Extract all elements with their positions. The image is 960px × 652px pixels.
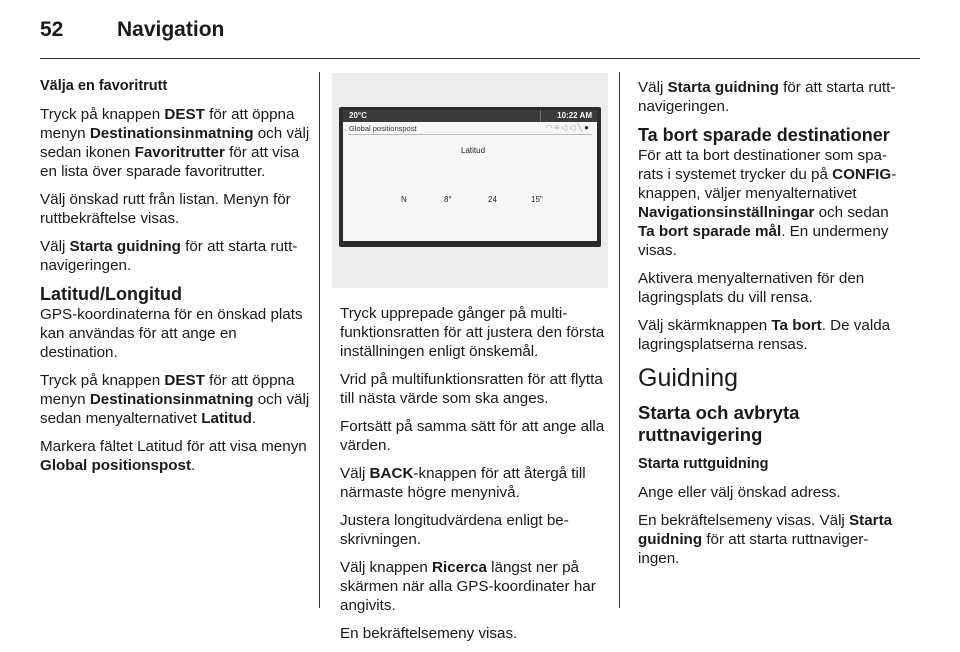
status-icons xyxy=(545,123,591,132)
clock: 10:22 AM xyxy=(557,111,592,120)
signal-icon: ≡ xyxy=(554,123,562,132)
paragraph: Vrid på multifunktionsratten för att flytta till nästa värde som ska anges. xyxy=(340,371,603,407)
subheading-favorite-route: Välja en favoritrutt xyxy=(40,78,168,94)
infotainment-screenshot xyxy=(332,73,608,288)
screen-separator xyxy=(348,134,592,135)
latitude-label: Latitud xyxy=(461,146,486,155)
coordinate-degrees[interactable]: 8° xyxy=(444,195,452,204)
heading-delete-destinations: Ta bort sparade destinationer xyxy=(638,125,890,145)
paragraph: Välj skärmknappen Ta bort. De valda lagringsplatserna rensas. xyxy=(638,317,891,353)
paragraph: Tryck upprepade gånger på multifunktionsratten för att justera den första inställningen enligt önskemål. xyxy=(340,305,605,360)
screen-title: Global positionspost xyxy=(349,124,417,133)
paragraph: Tryck på knappen DEST för att öppna menyn Destinationsinmatning och välj sedan menyalternativet Latitud. xyxy=(40,372,310,427)
bluetooth-icon: ● xyxy=(584,123,591,132)
column-3 xyxy=(638,78,904,577)
page-title: Navigation xyxy=(117,18,225,41)
heading-guidance: Guidning xyxy=(638,364,739,392)
status-bar xyxy=(343,110,597,122)
paragraph: Välj önskad rutt från listan. Menyn för ruttbekräftelse visas. xyxy=(40,191,291,227)
heading-latitude-longitude: Latitud/Longitud xyxy=(40,284,182,304)
paragraph: Välj Starta guidning för att starta ruttnavigeringen. xyxy=(638,79,896,115)
paragraph: Aktivera menyalternativen för den lagringsplats du vill rensa. xyxy=(638,270,865,306)
column-2 xyxy=(340,304,608,652)
paragraph: Välj BACK-knappen för att återgå till närmaste högre menynivå. xyxy=(340,465,586,501)
paragraph: GPS-koordinaterna för en önskad plats kan användas för att ange en destination. xyxy=(40,306,303,361)
status-divider xyxy=(540,110,541,122)
paragraph: En bekräftelsemeny visas. Välj Starta guidning för att starta ruttnavigeringen. xyxy=(638,512,893,567)
paragraph: Markera fältet Latitud för att visa menyn Global positionspost. xyxy=(40,438,307,474)
subheading-start-guidance: Starta ruttguidning xyxy=(638,456,769,472)
paragraph: För att ta bort destinationer som sparats i systemet trycker du på CONFIG-knappen, väljer menyalternativet Navigationsinställningar och sedan Ta bort sparade mål. En undermeny visas. xyxy=(638,147,897,259)
coordinate-hemisphere[interactable]: N xyxy=(401,195,407,204)
header-rule xyxy=(40,58,920,59)
mute-icon: ◁ xyxy=(569,123,578,132)
paragraph: Ange eller välj önskad adress. xyxy=(638,484,841,501)
column-divider-1 xyxy=(319,72,320,608)
column-divider-2 xyxy=(619,72,620,608)
temperature: 20°C xyxy=(349,111,367,120)
page-number: 52 xyxy=(40,18,64,41)
phone-icon: ╲ xyxy=(577,123,585,132)
paragraph: Tryck på knappen DEST för att öppna menyn Destinationsinmatning och välj sedan ikonen Favoritrutter för att visa en lista över sparade favoritrutter. xyxy=(40,106,310,180)
coordinate-minutes[interactable]: 24 xyxy=(488,195,497,204)
paragraph: Välj Starta guidning för att starta ruttnavigeringen. xyxy=(40,238,298,274)
display-frame xyxy=(339,107,601,247)
paragraph: Justera longitudvärdena enligt beskrivningen. xyxy=(340,512,569,548)
wifi-icon: ◠ xyxy=(545,123,555,132)
display-screen xyxy=(343,110,597,241)
paragraph: En bekräftelsemeny visas. xyxy=(340,625,518,642)
volume-icon: ◁ xyxy=(561,123,570,132)
column-1 xyxy=(40,77,310,484)
heading-start-stop-navigation: Starta och avbryta ruttnavigering xyxy=(638,402,800,445)
coordinate-seconds[interactable]: 15" xyxy=(531,195,543,204)
paragraph: Välj knappen Ricerca längst ner på skärmen när alla GPS-koordinater har angivits. xyxy=(340,559,596,614)
paragraph: Fortsätt på samma sätt för att ange alla värden. xyxy=(340,418,605,454)
